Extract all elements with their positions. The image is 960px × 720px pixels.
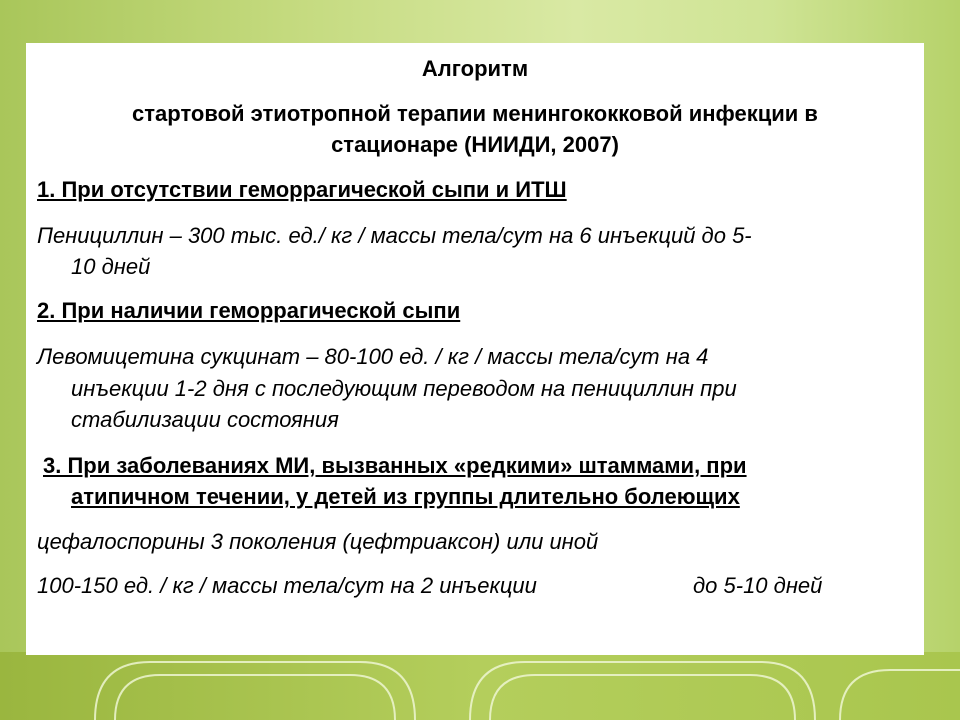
section3-text-line2-dose: 100-150 ед. / кг / массы тела/сут на 2 инъекции [37,573,537,598]
slide-subtitle-line2: стационаре (НИИДИ, 2007) [331,132,619,157]
section2-text-line3: стабилизации состояния [71,407,339,432]
section3-text-line2-duration: до 5-10 дней [693,573,823,598]
section3-text-line1: цефалоспорины 3 поколения (цефтриаксон) или иной [37,529,599,554]
section2-heading: 2. При наличии геморрагической сыпи [37,298,461,323]
section2-text-line1: Левомицетина сукцинат – 80-100 ед. / кг / массы тела/сут на 4 [37,344,709,369]
section2-text-line2: инъекции 1-2 дня с последующим переводом на пенициллин при [71,376,737,401]
content-panel [26,43,924,655]
section3-heading-line1: 3. При заболеваниях МИ, вызванных «редкими» штаммами, при [43,453,747,478]
section1-text-line2: 10 дней [71,254,151,279]
slide-subtitle-line1: стартовой этиотропной терапии менингококковой инфекции в [132,101,818,126]
slide-title: Алгоритм [421,56,529,81]
section1-text-line1: Пенициллин – 300 тыс. ед./ кг / массы тела/сут на 6 инъекций до 5- [37,223,752,248]
section1-heading: 1. При отсутствии геморрагической сыпи и ИТШ [37,177,567,202]
section3-heading-line2: атипичном течении, у детей из группы длительно болеющих [71,484,740,509]
